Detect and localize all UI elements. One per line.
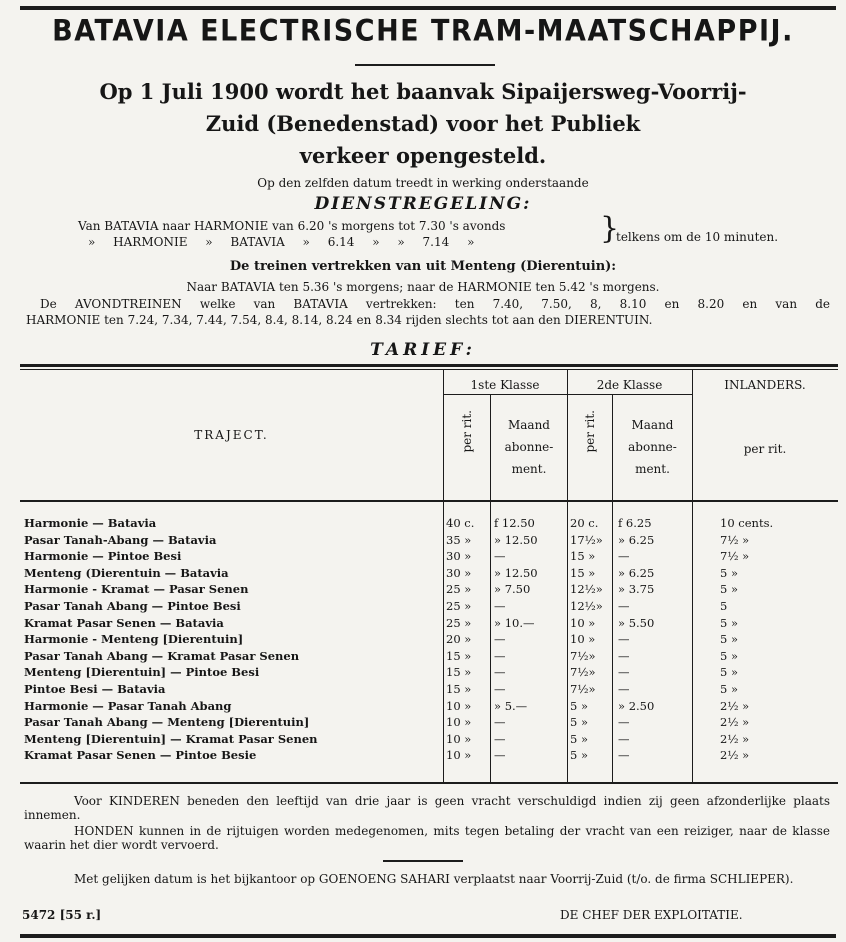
menteng-heading: De treinen vertrekken van uit Menteng (Dierentuin): bbox=[229, 259, 617, 274]
cell-inl: 5 » bbox=[720, 582, 739, 597]
cell-k2: 7½» bbox=[570, 665, 596, 680]
cell-k1: 30 » bbox=[446, 549, 472, 564]
traject-header: TRAJECT. bbox=[194, 428, 269, 442]
table-bottom-rule bbox=[20, 782, 838, 784]
headline-line-1: Op 1 Juli 1900 wordt het baanvak Sipaijersweg-Voorrij- bbox=[99, 79, 747, 104]
cell-traject: Harmonie - Menteng [Dierentuin] bbox=[24, 632, 244, 647]
cell-k2: 5 » bbox=[570, 715, 589, 730]
cell-inl: 5 » bbox=[720, 615, 739, 630]
table-row bbox=[20, 615, 838, 631]
table-row bbox=[20, 698, 838, 714]
intro-text: Op den zelfden datum treedt in werking onderstaande bbox=[257, 176, 589, 190]
table-row bbox=[20, 631, 838, 647]
cell-k1: 10 » bbox=[446, 715, 472, 730]
cell-k2: 7½» bbox=[570, 648, 596, 663]
cell-traject: Pintoe Besi — Batavia bbox=[24, 682, 166, 696]
cell-k1: 25 » bbox=[446, 615, 472, 630]
cell-k1m: » 5.— bbox=[494, 698, 528, 713]
cell-traject: Kramat Pasar Senen — Batavia bbox=[24, 615, 224, 630]
cell-inl: 5 » bbox=[720, 632, 739, 647]
cell-k1: 15 » bbox=[446, 665, 472, 680]
cell-k2m: — bbox=[618, 731, 630, 746]
cell-k1m: — bbox=[494, 665, 506, 680]
cell-inl: 7½ » bbox=[720, 549, 750, 564]
headline-line-3: verkeer opengesteld. bbox=[299, 143, 547, 168]
cell-k2m: f 6.25 bbox=[618, 516, 652, 530]
table-row bbox=[20, 714, 838, 730]
cell-k2m: — bbox=[618, 682, 630, 696]
inlanders-header: INLANDERS. bbox=[724, 378, 806, 392]
klasse-underline bbox=[443, 394, 693, 395]
schedule-frequency: telkens om de 10 minuten. bbox=[616, 230, 779, 244]
cell-traject: Harmonie - Kramat — Pasar Senen bbox=[24, 582, 249, 597]
cell-traject: Pasar Tanah Abang — Menteng [Dierentuin] bbox=[24, 715, 310, 730]
cell-k1: 15 » bbox=[446, 648, 472, 663]
table-row bbox=[20, 565, 838, 581]
tarief-heading: TARIEF: bbox=[370, 340, 476, 360]
cell-traject: Menteng [Dierentuin] — Kramat Pasar Senen bbox=[24, 731, 318, 746]
table-row bbox=[20, 731, 838, 747]
cell-inl: 2½ » bbox=[720, 698, 750, 713]
cell-k1m: — bbox=[494, 549, 506, 564]
cell-k1: 10 » bbox=[446, 748, 472, 763]
table-top-rule bbox=[20, 364, 838, 367]
cell-k2: 17½» bbox=[570, 532, 603, 547]
cell-traject: Harmonie — Batavia bbox=[24, 516, 157, 530]
cell-inl: 7½ » bbox=[720, 532, 750, 547]
cell-k1: 10 » bbox=[446, 731, 472, 746]
cell-k2m: — bbox=[618, 632, 630, 647]
cell-k2m: — bbox=[618, 665, 630, 680]
bottom-rule bbox=[20, 934, 836, 938]
cell-k1: 10 » bbox=[446, 698, 472, 713]
cell-k1m: » 12.50 bbox=[494, 532, 538, 547]
avond-line-1: De AVONDTREINEN welke van BATAVIA vertrekken: ten 7.40, 7.50, 8, 8.10 en 8.20 en van de bbox=[40, 297, 830, 311]
table-header-rule bbox=[20, 500, 838, 502]
cell-k1m: » 12.50 bbox=[494, 565, 538, 580]
cell-k2: 15 » bbox=[570, 565, 596, 580]
schedule-line-1: Van BATAVIA naar HARMONIE van 6.20 's morgens tot 7.30 's avonds bbox=[78, 219, 506, 233]
advert-reference: 5472 [55 r.] bbox=[22, 908, 102, 922]
signature: DE CHEF DER EXPLOITATIE. bbox=[560, 908, 743, 922]
cell-k2m: » 6.25 bbox=[618, 565, 655, 580]
cell-inl: 5 » bbox=[720, 665, 739, 680]
cell-k1: 25 » bbox=[446, 599, 472, 613]
cell-k2: 10 » bbox=[570, 632, 596, 647]
cell-k2: 5 » bbox=[570, 698, 589, 713]
inlanders-per-rit-header: per rit. bbox=[743, 442, 787, 456]
cell-k1: 25 » bbox=[446, 582, 472, 597]
k1-maand-header: Maand abonne- ment. bbox=[504, 418, 554, 476]
cell-k1m: — bbox=[494, 632, 506, 647]
cell-inl: 10 cents. bbox=[720, 516, 774, 530]
cell-k2m: » 3.75 bbox=[618, 582, 655, 597]
k2-maand-header: Maand abonne- ment. bbox=[628, 418, 677, 476]
table-row bbox=[20, 747, 838, 763]
cell-k1: 40 c. bbox=[446, 516, 475, 530]
cell-traject: Harmonie — Pintoe Besi bbox=[24, 549, 182, 564]
cell-k2m: » 2.50 bbox=[618, 698, 655, 713]
cell-inl: 2½ » bbox=[720, 748, 750, 763]
cell-k1m: » 7.50 bbox=[494, 582, 531, 597]
cell-inl: 5 » bbox=[720, 682, 739, 696]
cell-k2: 5 » bbox=[570, 731, 589, 746]
cell-k1: 20 » bbox=[446, 632, 472, 647]
cell-k2: 10 » bbox=[570, 615, 596, 630]
table-top-rule-thin bbox=[20, 369, 838, 370]
cell-k2: 20 c. bbox=[570, 516, 599, 530]
top-rule bbox=[20, 6, 836, 10]
dienstregeling-heading: DIENSTREGELING: bbox=[314, 194, 532, 214]
cell-k1m: — bbox=[494, 599, 506, 613]
cell-k2m: » 5.50 bbox=[618, 615, 655, 630]
cell-k1: 15 » bbox=[446, 682, 472, 696]
cell-k2m: — bbox=[618, 648, 630, 663]
cell-k2: 7½» bbox=[570, 682, 596, 696]
cell-traject: Pasar Tanah Abang — Pintoe Besi bbox=[24, 599, 241, 613]
cell-k1m: — bbox=[494, 715, 506, 730]
table-row bbox=[20, 581, 838, 597]
headline-line-2: Zuid (Benedenstad) voor het Publiek bbox=[205, 111, 641, 136]
cell-k1m: f 12.50 bbox=[494, 516, 535, 530]
cell-k2: 12½» bbox=[570, 582, 603, 597]
cell-k2m: » 6.25 bbox=[618, 532, 655, 547]
cell-traject: Kramat Pasar Senen — Pintoe Besie bbox=[24, 748, 257, 763]
bijkantoor-note: Met gelijken datum is het bijkantoor op GOENOENG SAHARI verplaatst naar Voorrij-Zuid (t/o. de firma SCHLIEPER). bbox=[74, 872, 794, 886]
k1-per-rit-header: per rit. bbox=[459, 410, 474, 453]
cell-traject: Menteng [Dierentuin] — Pintoe Besi bbox=[24, 665, 260, 680]
table-row bbox=[20, 598, 838, 614]
cell-k2m: — bbox=[618, 549, 630, 564]
title-divider bbox=[355, 64, 495, 66]
table-row bbox=[20, 548, 838, 564]
cell-traject: Menteng (Dierentuin — Batavia bbox=[24, 565, 229, 580]
notes-divider bbox=[383, 860, 463, 862]
cell-k1m: — bbox=[494, 731, 506, 746]
table-row bbox=[20, 515, 838, 531]
kinderen-note: Voor KINDEREN beneden den leeftijd van drie jaar is geen vracht verschuldigd indien zij geen afzonderlijke plaats innemen. bbox=[24, 794, 830, 822]
cell-k2m: — bbox=[618, 748, 630, 763]
cell-k1m: — bbox=[494, 648, 506, 663]
honden-note: HONDEN kunnen in de rijtuigen worden medegenomen, mits tegen betaling der vracht van een reiziger, naar de klasse waarin het dier wordt vervoerd. bbox=[24, 824, 830, 852]
k2-per-rit-header: per rit. bbox=[582, 410, 597, 453]
cell-k1m: — bbox=[494, 748, 506, 763]
schedule-line-2: » HARMONIE » BATAVIA » 6.14 » » 7.14 » bbox=[88, 235, 475, 249]
cell-k2: 5 » bbox=[570, 748, 589, 763]
cell-inl: 5 » bbox=[720, 648, 739, 663]
cell-k1m: — bbox=[494, 682, 506, 696]
klasse-1-header: 1ste Klasse bbox=[470, 378, 540, 392]
cell-k2m: — bbox=[618, 715, 630, 730]
table-row bbox=[20, 532, 838, 548]
cell-inl: 5 bbox=[720, 599, 728, 613]
table-row bbox=[20, 664, 838, 680]
cell-traject: Pasar Tanah-Abang — Batavia bbox=[24, 532, 217, 547]
cell-k1: 30 » bbox=[446, 565, 472, 580]
cell-inl: 2½ » bbox=[720, 715, 750, 730]
table-row bbox=[20, 648, 838, 664]
cell-k1: 35 » bbox=[446, 532, 472, 547]
menteng-departures: Naar BATAVIA ten 5.36 's morgens; naar de HARMONIE ten 5.42 's morgens. bbox=[186, 280, 660, 294]
cell-traject: Pasar Tanah Abang — Kramat Pasar Senen bbox=[24, 648, 300, 663]
cell-k1m: » 10.— bbox=[494, 615, 535, 630]
table-row bbox=[20, 681, 838, 697]
cell-inl: 5 » bbox=[720, 565, 739, 580]
cell-traject: Harmonie — Pasar Tanah Abang bbox=[24, 698, 232, 713]
company-title: BATAVIA ELECTRISCHE TRAM-MAATSCHAPPIJ. bbox=[52, 14, 794, 49]
klasse-2-header: 2de Klasse bbox=[596, 378, 663, 392]
cell-inl: 2½ » bbox=[720, 731, 750, 746]
avond-line-2: HARMONIE ten 7.24, 7.34, 7.44, 7.54, 8.4, 8.14, 8.24 en 8.34 rijden slechts tot aan den DIERENTUIN. bbox=[26, 313, 653, 327]
cell-k2: 12½» bbox=[570, 599, 603, 613]
cell-k2m: — bbox=[618, 599, 630, 613]
cell-k2: 15 » bbox=[570, 549, 596, 564]
schedule-brace: } bbox=[600, 211, 620, 246]
